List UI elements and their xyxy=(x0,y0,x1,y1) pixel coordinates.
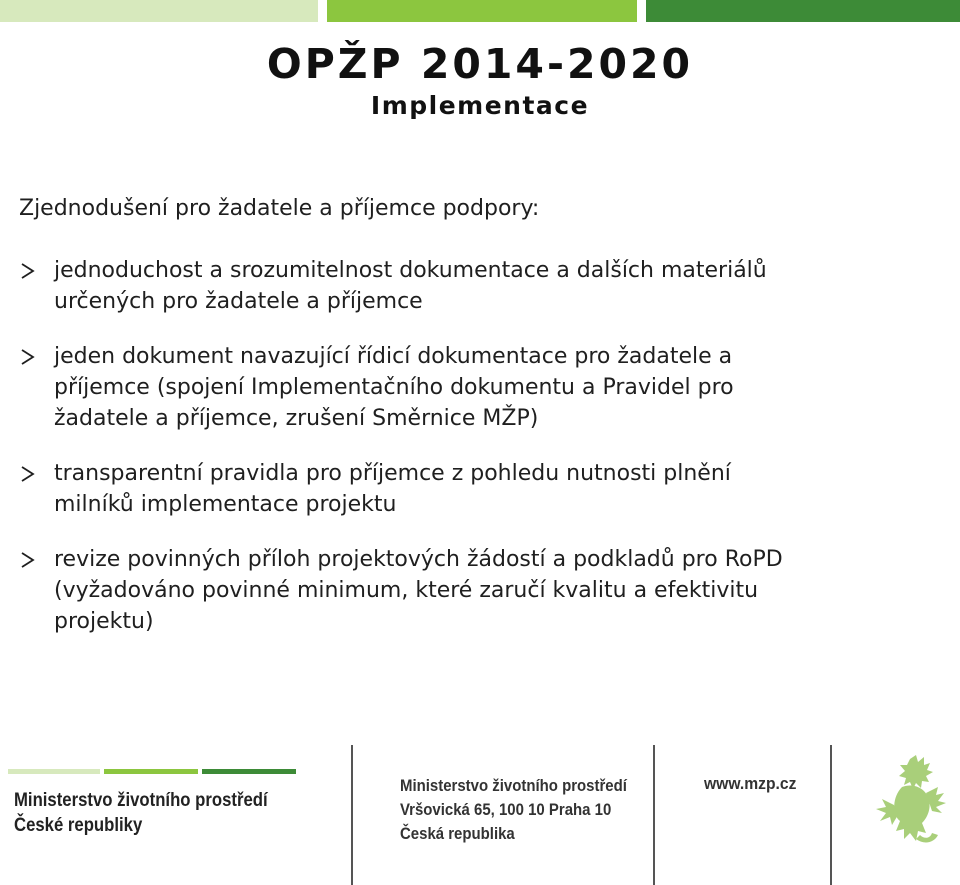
bullet-list xyxy=(17,255,952,661)
bullet-item xyxy=(17,255,952,317)
bullet-line: revize povinných příloh projektových žádostí a podkladů pro RoPD xyxy=(54,547,783,572)
slide-title: OPŽP 2014-2020 xyxy=(266,40,694,88)
top-bar-dark xyxy=(646,0,960,22)
top-bar-mid xyxy=(327,0,637,22)
logo-line: Ministerstvo životního prostředí xyxy=(14,790,268,811)
bullet-line: (vyžadováno povinné minimum, které zaručí kvalitu a efektivitu xyxy=(54,578,759,603)
bullet-line: příjemce (spojení Implementačního dokumentu a Pravidel pro xyxy=(54,375,734,400)
footer-divider xyxy=(830,745,832,885)
address-line: Ministerstvo životního prostředí xyxy=(400,776,627,795)
bullet-line: projektu) xyxy=(54,609,154,634)
ministry-address xyxy=(400,774,627,846)
website-link[interactable]: www.mzp.cz xyxy=(704,774,797,793)
ministry-logo xyxy=(14,788,268,838)
address-line: Česká republika xyxy=(400,824,515,843)
bullet-line: milníků implementace projektu xyxy=(54,492,397,517)
top-color-bars xyxy=(0,0,960,22)
top-bar-light xyxy=(0,0,318,22)
arrow-right-icon xyxy=(21,466,35,482)
bullet-item xyxy=(17,544,952,637)
footer-line-mid xyxy=(104,769,198,774)
czech-lion-icon xyxy=(872,753,952,849)
footer-divider xyxy=(351,745,353,885)
bullet-line: žadatele a příjemce, zrušení Směrnice MŽP) xyxy=(54,406,539,431)
arrow-right-icon xyxy=(21,263,35,279)
arrow-right-icon xyxy=(21,552,35,568)
bullet-item xyxy=(17,458,952,520)
address-line: Vršovická 65, 100 10 Praha 10 xyxy=(400,800,612,819)
footer xyxy=(0,745,960,885)
bullet-item xyxy=(17,341,952,434)
logo-line: České republiky xyxy=(14,815,143,836)
footer-divider xyxy=(653,745,655,885)
bullet-line: jeden dokument navazující řídicí dokumentace pro žadatele a xyxy=(54,344,733,369)
bullet-line: jednoduchost a srozumitelnost dokumentace a dalších materiálů xyxy=(54,258,767,283)
footer-line-dark xyxy=(202,769,296,774)
footer-line-light xyxy=(8,769,100,774)
slide-subtitle: Implementace xyxy=(370,91,590,120)
bullet-line: určených pro žadatele a příjemce xyxy=(54,289,423,314)
arrow-right-icon xyxy=(21,349,35,365)
intro-text: Zjednodušení pro žadatele a příjemce podpory: xyxy=(19,196,540,221)
bullet-line: transparentní pravidla pro příjemce z pohledu nutnosti plnění xyxy=(54,461,731,486)
